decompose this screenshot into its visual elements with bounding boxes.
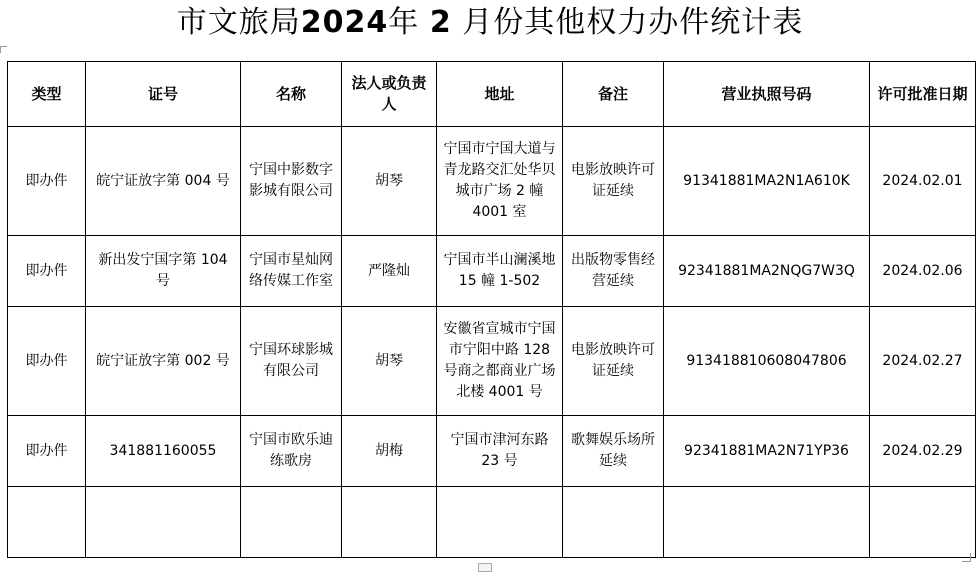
cell-cert-no xyxy=(86,487,241,558)
cell-name: 宁国市星灿网络传媒工作室 xyxy=(241,236,342,307)
header-approval-date: 许可批准日期 xyxy=(870,62,976,127)
cell-approval-date: 2024.02.06 xyxy=(870,236,976,307)
table-row-empty xyxy=(8,487,976,558)
cell-license-no xyxy=(664,487,870,558)
cell-name: 宁国环球影城有限公司 xyxy=(241,307,342,416)
cell-legal-person xyxy=(342,487,437,558)
cell-address xyxy=(437,487,563,558)
statistics-table xyxy=(7,61,976,558)
table-anchor-mark xyxy=(0,46,7,53)
page-title xyxy=(0,2,980,44)
cell-approval-date: 2024.02.29 xyxy=(870,416,976,487)
cell-type: 即办件 xyxy=(8,127,86,236)
cell-address: 宁国市津河东路 23 号 xyxy=(437,416,563,487)
cell-license-no: 92341881MA2NQG7W3Q xyxy=(664,236,870,307)
title-year: 2024 xyxy=(300,5,389,40)
cell-legal-person: 胡梅 xyxy=(342,416,437,487)
header-name: 名称 xyxy=(241,62,342,127)
cell-type: 即办件 xyxy=(8,236,86,307)
table-resize-corner[interactable] xyxy=(962,553,971,562)
cell-remark: 电影放映许可证延续 xyxy=(563,127,664,236)
table-row xyxy=(8,416,976,487)
cell-cert-no: 皖宁证放字第 002 号 xyxy=(86,307,241,416)
table-move-handle[interactable] xyxy=(478,563,492,572)
cell-approval-date: 2024.02.27 xyxy=(870,307,976,416)
cell-license-no: 91341881MA2N1A610K xyxy=(664,127,870,236)
header-row xyxy=(8,62,976,127)
cell-address: 宁国市半山澜溪地 15 幢 1-502 xyxy=(437,236,563,307)
cell-remark: 歌舞娱乐场所延续 xyxy=(563,416,664,487)
table-row xyxy=(8,236,976,307)
title-month: 2 xyxy=(429,5,452,40)
cell-cert-no: 341881160055 xyxy=(86,416,241,487)
cell-address: 安徽省宣城市宁国市宁阳中路 128 号商之都商业广场北楼 4001 号 xyxy=(437,307,563,416)
cell-legal-person: 胡琴 xyxy=(342,127,437,236)
title-year-suffix: 年 xyxy=(388,5,420,40)
header-remark: 备注 xyxy=(563,62,664,127)
cell-cert-no: 皖宁证放字第 004 号 xyxy=(86,127,241,236)
header-address: 地址 xyxy=(437,62,563,127)
cell-remark xyxy=(563,487,664,558)
cell-type xyxy=(8,487,86,558)
cell-name: 宁国中影数字影城有限公司 xyxy=(241,127,342,236)
cell-legal-person: 严隆灿 xyxy=(342,236,437,307)
title-rest: 月份其他权力办件统计表 xyxy=(462,5,804,40)
cell-legal-person: 胡琴 xyxy=(342,307,437,416)
table-row xyxy=(8,307,976,416)
header-type: 类型 xyxy=(8,62,86,127)
header-license-no: 营业执照号码 xyxy=(664,62,870,127)
header-cert-no: 证号 xyxy=(86,62,241,127)
cell-remark: 电影放映许可证延续 xyxy=(563,307,664,416)
cell-remark: 出版物零售经营延续 xyxy=(563,236,664,307)
cell-address: 宁国市宁国大道与青龙路交汇处华贝城市广场 2 幢 4001 室 xyxy=(437,127,563,236)
header-legal-person: 法人或负责人 xyxy=(342,62,437,127)
cell-approval-date xyxy=(870,487,976,558)
cell-type: 即办件 xyxy=(8,307,86,416)
title-prefix: 市文旅局 xyxy=(176,5,301,40)
table-row xyxy=(8,127,976,236)
cell-type: 即办件 xyxy=(8,416,86,487)
cell-license-no: 913418810608047806 xyxy=(664,307,870,416)
cell-name xyxy=(241,487,342,558)
cell-name: 宁国市欧乐迪练歌房 xyxy=(241,416,342,487)
cell-license-no: 92341881MA2N71YP36 xyxy=(664,416,870,487)
cell-approval-date: 2024.02.01 xyxy=(870,127,976,236)
cell-cert-no: 新出发宁国字第 104 号 xyxy=(86,236,241,307)
